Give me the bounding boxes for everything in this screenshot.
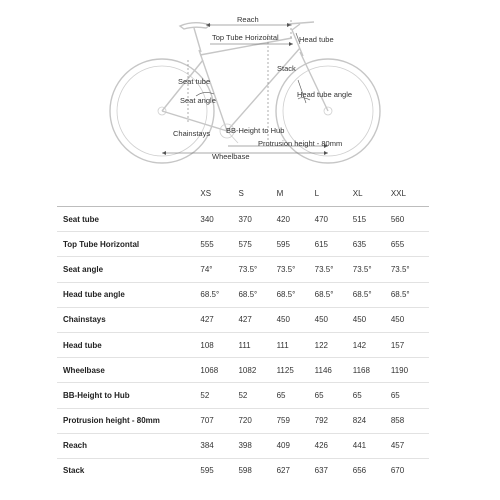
- cell-value: 68.5°: [390, 290, 410, 300]
- cell-value: 575: [238, 239, 252, 249]
- cell-value: 707: [200, 416, 214, 426]
- size-header-l: L: [315, 180, 353, 207]
- row-label: BB-Height to Hub: [63, 390, 130, 400]
- table-row: [57, 358, 429, 383]
- label-bb-height-to-hub: BB-Height to Hub: [226, 126, 285, 135]
- size-header-row: [57, 180, 429, 207]
- row-label: Stack: [63, 466, 85, 476]
- table-row: [57, 433, 429, 458]
- cell-value: 515: [352, 214, 367, 224]
- label-stack: Stack: [277, 64, 296, 73]
- cell-value: 73.5°: [352, 264, 372, 274]
- cell-value: 595: [200, 466, 214, 476]
- cell-value: 108: [200, 340, 214, 350]
- cell-value: 457: [390, 441, 405, 451]
- cell-value: 420: [276, 214, 290, 224]
- cell-value: 1082: [238, 365, 257, 375]
- cell-value: 65: [352, 390, 362, 400]
- label-wheelbase: Wheelbase: [212, 152, 250, 161]
- row-label: Wheelbase: [63, 365, 105, 375]
- cell-value: 68.5°: [276, 290, 296, 300]
- cell-value: 426: [314, 441, 329, 451]
- cell-value: 858: [390, 416, 405, 426]
- size-header-xl: XL: [353, 180, 391, 207]
- cell-value: 68.5°: [200, 290, 220, 300]
- cell-value: 470: [314, 214, 329, 224]
- table-row: [57, 332, 429, 357]
- cell-value: 73.5°: [390, 264, 410, 274]
- geometry-table: [57, 180, 429, 483]
- cell-value: 111: [276, 340, 289, 350]
- cell-value: 595: [276, 239, 290, 249]
- header-corner: [57, 180, 200, 207]
- label-protrusion-height: Protrusion height - 80mm: [258, 139, 343, 148]
- row-label: Seat tube: [63, 214, 100, 224]
- cell-value: 670: [390, 466, 405, 476]
- row-label: Head tube: [63, 340, 102, 350]
- cell-value: 555: [200, 239, 214, 249]
- cell-value: 759: [276, 416, 290, 426]
- size-header-m: M: [277, 180, 315, 207]
- cell-value: 450: [276, 315, 290, 325]
- cell-value: 792: [314, 416, 329, 426]
- label-head-tube-angle: Head tube angle: [297, 90, 353, 99]
- cell-value: 52: [200, 390, 210, 400]
- cell-value: 65: [314, 390, 324, 400]
- cell-value: 655: [390, 239, 405, 249]
- size-header-xxl: XXL: [391, 180, 429, 207]
- row-label: Top Tube Horizontal: [63, 239, 140, 249]
- cell-value: 627: [276, 466, 290, 476]
- cell-value: 560: [390, 214, 405, 224]
- cell-value: 598: [238, 466, 252, 476]
- cell-value: 73.5°: [238, 264, 258, 274]
- size-header-s: S: [238, 180, 276, 207]
- cell-value: 441: [352, 441, 367, 451]
- cell-value: 73.5°: [276, 264, 296, 274]
- cell-value: 1190: [390, 365, 409, 375]
- cell-value: 68.5°: [314, 290, 334, 300]
- cell-value: 74°: [200, 264, 213, 274]
- cell-value: 52: [238, 390, 248, 400]
- cell-value: 384: [200, 441, 214, 451]
- cell-value: 340: [200, 214, 214, 224]
- label-seat-angle: Seat angle: [180, 96, 216, 105]
- row-label: Chainstays: [63, 315, 106, 325]
- cell-value: 142: [352, 340, 367, 350]
- row-label: Head tube angle: [63, 290, 125, 300]
- cell-value: 450: [352, 315, 367, 325]
- label-chainstays: Chainstays: [173, 129, 211, 138]
- label-top-tube-horizontal: Top Tube Horizontal: [212, 33, 279, 42]
- table-row: [57, 257, 429, 282]
- table-row: [57, 458, 429, 483]
- row-label: Protrusion height - 80mm: [63, 416, 160, 426]
- row-label: Seat angle: [63, 264, 104, 274]
- table-row: [57, 383, 429, 408]
- row-label: Reach: [63, 441, 88, 451]
- cell-value: 73.5°: [314, 264, 334, 274]
- cell-value: 637: [314, 466, 329, 476]
- cell-value: 720: [238, 416, 252, 426]
- bike-geometry-diagram: [0, 0, 500, 170]
- label-reach: Reach: [237, 15, 259, 24]
- cell-value: 65: [276, 390, 286, 400]
- cell-value: 1125: [276, 365, 294, 375]
- cell-value: 450: [390, 315, 405, 325]
- cell-value: 615: [314, 239, 329, 249]
- label-seat-tube: Seat tube: [178, 77, 211, 86]
- cell-value: 427: [238, 315, 252, 325]
- cell-value: 450: [314, 315, 329, 325]
- table-row: [57, 232, 429, 257]
- cell-value: 370: [238, 214, 252, 224]
- cell-value: 111: [238, 340, 251, 350]
- cell-value: 157: [390, 340, 405, 350]
- cell-value: 1146: [314, 365, 332, 375]
- cell-value: 68.5°: [238, 290, 258, 300]
- cell-value: 68.5°: [352, 290, 372, 300]
- table-row: [57, 307, 429, 332]
- table-row: [57, 207, 429, 232]
- cell-value: 409: [276, 441, 290, 451]
- cell-value: 122: [314, 340, 329, 350]
- cell-value: 65: [390, 390, 400, 400]
- cell-value: 635: [352, 239, 367, 249]
- cell-value: 656: [352, 466, 367, 476]
- cell-value: 398: [238, 441, 252, 451]
- cell-value: 824: [352, 416, 367, 426]
- table-row: [57, 282, 429, 307]
- table-row: [57, 408, 429, 433]
- label-head-tube: Head tube: [299, 35, 334, 44]
- cell-value: 427: [200, 315, 214, 325]
- size-header-xs: XS: [200, 180, 238, 207]
- cell-value: 1168: [352, 365, 370, 375]
- cell-value: 1068: [200, 365, 219, 375]
